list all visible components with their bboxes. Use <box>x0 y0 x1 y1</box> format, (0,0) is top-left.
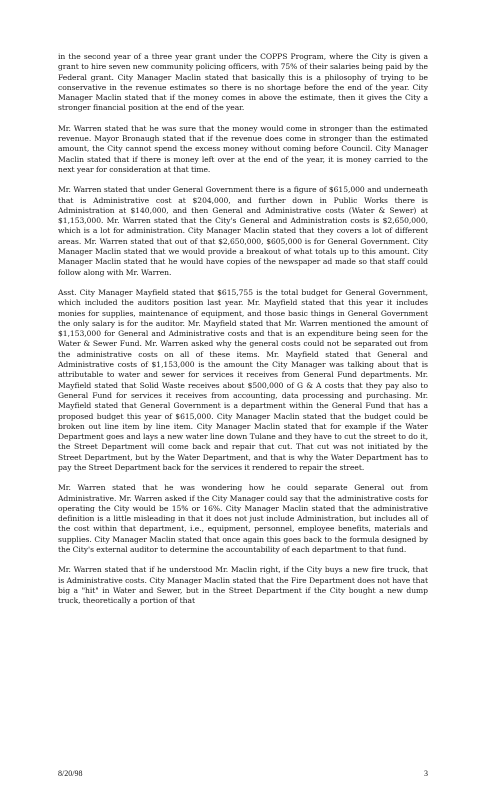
paragraph: Mr. Warren stated that he was wondering how he could separate General out from Administrative. Mr. Warren asked if the City Manager could say that the administrative costs for operating the City would be 15% or 16%. City Manager Maclin stated that the administrative definition is a little misleading in that it does not just include Administration, but includes all of the cost within that department, i.e., equipment, personnel, employee benefits, materials and supplies. City Manager Maclin stated that once again this goes back to the formula designed by the City's external auditor to determine the accountability of each department to that fund. <box>58 483 428 555</box>
paragraph: Mr. Warren stated that under General Government there is a figure of $615,000 and underneath that is Administrative cost at $204,000, and further down in Public Works there is Administration at $140,000, and then General and Administrative costs (Water & Sewer) at $1,153,000. Mr. Warren stated that the City's General and Administration costs is $2,650,000, which is a lot for administration. City Manager Maclin stated that they covers a lot of different areas. Mr. Warren stated that out of that $2,650,000, $605,000 is for General Government. City Manager Maclin stated that we would provide a breakout of what totals up to this amount. City Manager Maclin stated that he would have copies of the newspaper ad made so that staff could follow along with Mr. Warren. <box>58 185 428 277</box>
paragraph: in the second year of a three year grant under the COPPS Program, where the City is given a grant to hire seven new community policing officers, with 75% of their salaries being paid by the Federal grant. City Manager Maclin stated that basically this is a philosophy of trying to be conservative in the revenue estimates so there is no shortage before the end of the year. City Manager Maclin stated that if the money comes in above the estimate, then it gives the City a stronger financial position at the end of the year. <box>58 52 428 113</box>
minutes-body <box>58 52 428 617</box>
paragraph: Asst. City Manager Mayfield stated that $615,755 is the total budget for General Government, which included the auditors position last year. Mr. Mayfield stated that this year it includes monies for supplies, maintenance of equipment, and those basic things in General Government the only salary is for the auditor. Mr. Mayfield stated that Mr. Warren mentioned the amount of $1,153,000 for General and Administrative costs and that is an expenditure being seen for the Water & Sewer Fund. Mr. Warren asked why the general costs could not be separated out from the administrative costs on all of these items. Mr. Mayfield stated that General and Administrative costs of $1,153,000 is the amount the City Manager was talking about that is attributable to water and sewer for services it receives from General Fund departments. Mr. Mayfield stated that Solid Waste receives about $500,000 of G & A costs that they pay also to General Fund for services it receives from accounting, data processing and purchasing. Mr. Mayfield stated that General Government is a department within the General Fund that has a proposed budget this year of $615,000. City Manager Maclin stated that the budget could be broken out line item by line item. City Manager Maclin stated that for example if the Water Department goes and lays a new water line down Tulane and they have to cut the street to do it, the Street Department will come back and repair that cut. That cut was not initiated by the Street Department, but by the Water Department, and that is why the Water Department has to pay the Street Department back for the services it rendered to repair the street. <box>58 287 428 472</box>
paragraph: Mr. Warren stated that he was sure that the money would come in stronger than the estimated revenue. Mayor Bronaugh stated that if the revenue does come in stronger than the estimated amount, the City cannot spend the excess money without coming before Council. City Manager Maclin stated that if there is money left over at the end of the year, it is money carried to the next year for consideration at that time. <box>58 123 428 174</box>
page-number: 3 <box>424 769 428 778</box>
footer-date: 8/20/98 <box>58 769 83 778</box>
paragraph: Mr. Warren stated that if he understood Mr. Maclin right, if the City buys a new fire truck, that is Administrative costs. City Manager Maclin stated that the Fire Department does not have that big a "hit" in Water and Sewer, but in the Street Department if the City bought a new dump truck, theoretically a portion of that <box>58 565 428 606</box>
